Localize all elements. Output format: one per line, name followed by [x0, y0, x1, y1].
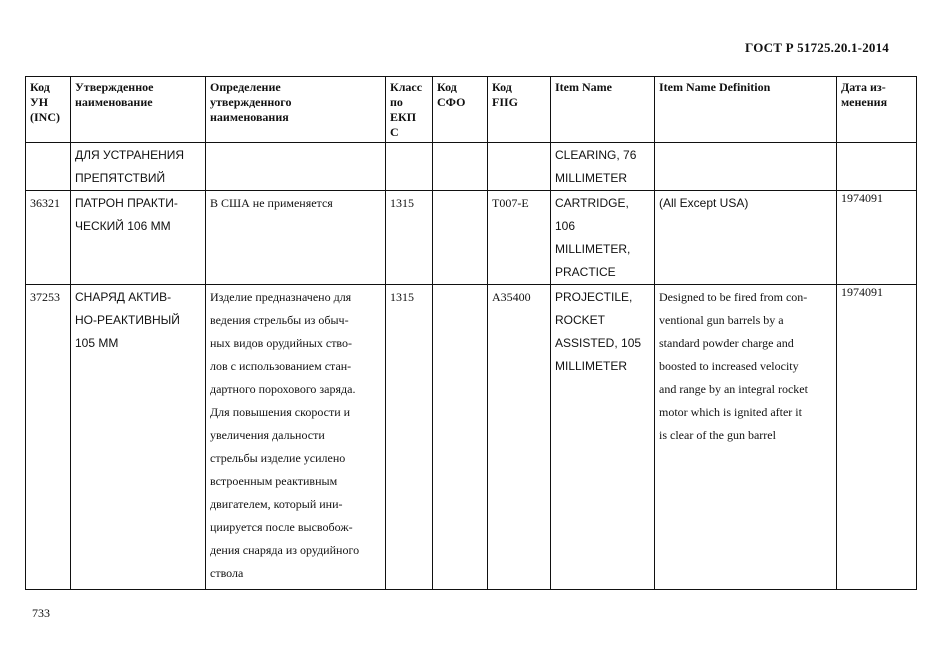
cell-approved-name: СНАРЯД АКТИВ- НО-РЕАКТИВНЫЙ 105 ММ: [71, 285, 206, 590]
cell-code-sfo: [433, 285, 488, 590]
column-header-change-date: Дата из- менения: [837, 77, 917, 143]
cell-inc: [26, 143, 71, 191]
cell-approved-definition: [206, 143, 386, 191]
column-header-class-ekps: Класс по ЕКП С: [386, 77, 433, 143]
column-header-approved-name: Утвержденное наименование: [71, 77, 206, 143]
cell-inc: 36321: [26, 191, 71, 285]
cell-item-name: CLEARING, 76 MILLIMETER: [551, 143, 655, 191]
column-header-code-sfo: Код СФО: [433, 77, 488, 143]
cell-code-fiig: [488, 143, 551, 191]
cell-change-date: 1974091: [837, 285, 917, 590]
cell-approved-definition: В США не применяется: [206, 191, 386, 285]
table-row: [26, 143, 917, 191]
cell-change-date: 1974091: [837, 191, 917, 285]
cell-change-date: [837, 143, 917, 191]
cell-class-ekps: 1315: [386, 285, 433, 590]
table-row: [26, 191, 917, 285]
document-code: ГОСТ Р 51725.20.1-2014: [745, 40, 889, 55]
column-header-item-name-definition: Item Name Definition: [655, 77, 837, 143]
cell-code-sfo: [433, 143, 488, 191]
cell-code-fiig: A35400: [488, 285, 551, 590]
cell-item-name-definition: (All Except USA): [655, 191, 837, 285]
column-header-inc: Код УН (INC): [26, 77, 71, 143]
table-row: [26, 285, 917, 590]
cell-class-ekps: [386, 143, 433, 191]
cell-item-name-definition: Designed to be fired from con- ventional gun barrels by a standard powder charge and boosted to increased velocity and range by an integral rocket motor which is ignited after it is clear of the gun barrel: [655, 285, 837, 590]
cell-class-ekps: 1315: [386, 191, 433, 285]
table-header-row: [26, 77, 917, 143]
cell-inc: 37253: [26, 285, 71, 590]
cell-approved-name: ПАТРОН ПРАКТИ- ЧЕСКИЙ 106 ММ: [71, 191, 206, 285]
specification-table: [25, 76, 917, 590]
cell-approved-name: ДЛЯ УСТРАНЕНИЯ ПРЕПЯТСТВИЙ: [71, 143, 206, 191]
cell-code-fiig: T007-E: [488, 191, 551, 285]
column-header-approved-definition: Определение утвержденного наименования: [206, 77, 386, 143]
column-header-item-name: Item Name: [551, 77, 655, 143]
cell-item-name: CARTRIDGE, 106 MILLIMETER, PRACTICE: [551, 191, 655, 285]
column-header-code-fiig: Код FIIG: [488, 77, 551, 143]
cell-approved-definition: Изделие предназначено для ведения стрельбы из обыч- ных видов орудийных ство- лов с использованием стан- дартного порохового заряда. Для повышения скорости и увеличения дальности стрельбы изделие усилено встроенным реактивным двигателем, который ини- циируется после высвобож- дения снаряда из орудийного ствола: [206, 285, 386, 590]
cell-code-sfo: [433, 191, 488, 285]
cell-item-name-definition: [655, 143, 837, 191]
cell-item-name: PROJECTILE, ROCKET ASSISTED, 105 MILLIMETER: [551, 285, 655, 590]
page-number: 733: [32, 606, 50, 620]
